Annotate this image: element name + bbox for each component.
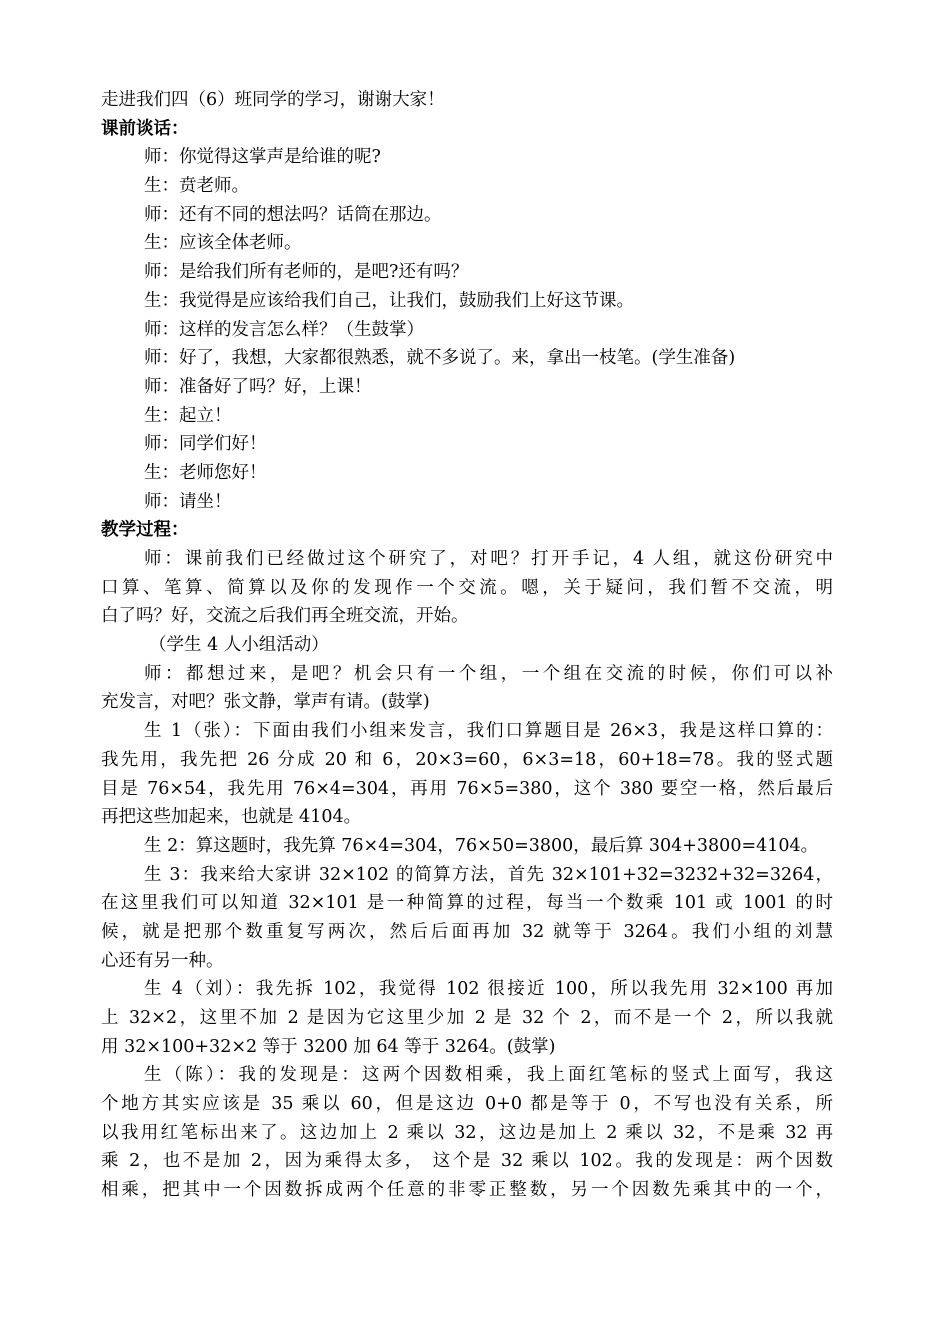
paragraph-line: 目是 76×54，我先用 76×4=304，再用 76×5=380，这个 380 要空一格，然后最后	[101, 778, 833, 799]
stage-direction: （学生 4 人小组活动）	[149, 635, 329, 656]
intro-line: 走进我们四（6）班同学的学习，谢谢大家！	[101, 90, 445, 110]
paragraph-line: 用 32×100+32×2 等于 3200 加 64 等于 3264。(鼓掌)	[101, 1036, 556, 1057]
paragraph-line: 相乘，把其中一个因数拆成两个任意的非零正整数，另一个因数先乘其中的一个，	[101, 1180, 833, 1201]
dialogue-line: 师：你觉得这掌声是给谁的呢?	[144, 147, 381, 168]
paragraph-line: 乘 2，也不是加 2，因为乘得太多， 这个是 32 乘以 102。我的发现是：两个因数	[101, 1151, 833, 1172]
paragraph-line: 白了吗？好，交流之后我们再全班交流，开始。	[101, 606, 469, 627]
dialogue-line: 师：还有不同的想法吗？话筒在那边。	[144, 204, 442, 225]
document-body	[101, 86, 833, 1205]
dialogue-line: 师：请坐！	[144, 491, 232, 512]
paragraph-line: 个地方其实应该是 35 乘以 60，但是这边 0+0 都是等于 0，不写也没有关系，所	[101, 1094, 833, 1115]
dialogue-line: 生：起立！	[144, 405, 232, 426]
dialogue-line: 生：老师您好！	[144, 462, 267, 483]
dialogue-line: 师：是给我们所有老师的，是吧?还有吗？	[144, 262, 469, 283]
paragraph-line: 再把这些加起来，也就是 4104。	[101, 807, 362, 828]
paragraph-line: 生 2：算这题时，我先算 76×4=304，76×50=3800，最后算 304+3800=4104。	[144, 835, 819, 856]
paragraph-line: 我先用，我先把 26 分成 20 和 6，20×3=60，6×3=18，60+18=78。我的竖式题	[101, 749, 833, 770]
paragraph-line: 上 32×2，这里不加 2 是因为它这里少加 2 是 32 个 2，而不是一个 2，所以我就	[101, 1008, 833, 1028]
dialogue-line: 师：同学们好！	[144, 434, 267, 455]
paragraph-line: 师：课前我们已经做过这个研究了，对吧？打开手记，4 人组，就这份研究中	[144, 549, 833, 569]
section-heading-pre-class-talk: 课前谈话：	[101, 118, 189, 139]
dialogue-line: 师：这样的发言怎么样？（生鼓掌）	[144, 319, 424, 340]
dialogue-line: 生：贲老师。	[144, 176, 249, 197]
paragraph-line: 生 3：我来给大家讲 32×102 的简算方法，首先 32×101+32=3232+32=3264，	[144, 864, 833, 885]
paragraph-line: 候，就是把那个数重复写两次，然后后面再加 32 就等于 3264。我们小组的刘慧	[101, 921, 833, 942]
paragraph-line: 生（陈）：我的发现是：这两个因数相乘，我上面红笔标的竖式上面写，我这	[144, 1065, 833, 1086]
paragraph-line: 心还有另一种。	[101, 950, 224, 971]
dialogue-line: 师：准备好了吗？好，上课！	[144, 376, 372, 397]
paragraph-line: 以我用红笔标出来了。这边加上 2 乘以 32，这边是加上 2 乘以 32，不是乘 32 再	[101, 1122, 833, 1143]
paragraph-line: 师：都想过来，是吧？机会只有一个组，一个组在交流的时候，你们可以补	[144, 663, 833, 684]
dialogue-line: 师：好了，我想，大家都很熟悉，就不多说了。来，拿出一枝笔。(学生准备)	[144, 348, 736, 369]
paragraph-line: 在这里我们可以知道 32×101 是一种简算的过程，每当一个数乘 101 或 1001 的时	[101, 893, 833, 914]
paragraph-line: 充发言，对吧？张文静，掌声有请。(鼓掌)	[101, 692, 430, 713]
dialogue-line: 生：应该全体老师。	[144, 233, 302, 254]
dialogue-line: 生：我觉得是应该给我们自己，让我们，鼓励我们上好这节课。	[144, 290, 634, 311]
paragraph-line: 生 4（刘）：我先拆 102，我觉得 102 很接近 100，所以我先用 32×100 再加	[144, 979, 833, 1000]
section-heading-teaching-process: 教学过程：	[101, 520, 189, 541]
paragraph-line: 口算、笔算、简算以及你的发现作一个交流。嗯，关于疑问，我们暂不交流，明	[101, 577, 833, 598]
paragraph-line: 生 1（张）：下面由我们小组来发言，我们口算题目是 26×3，我是这样口算的：	[144, 721, 833, 742]
